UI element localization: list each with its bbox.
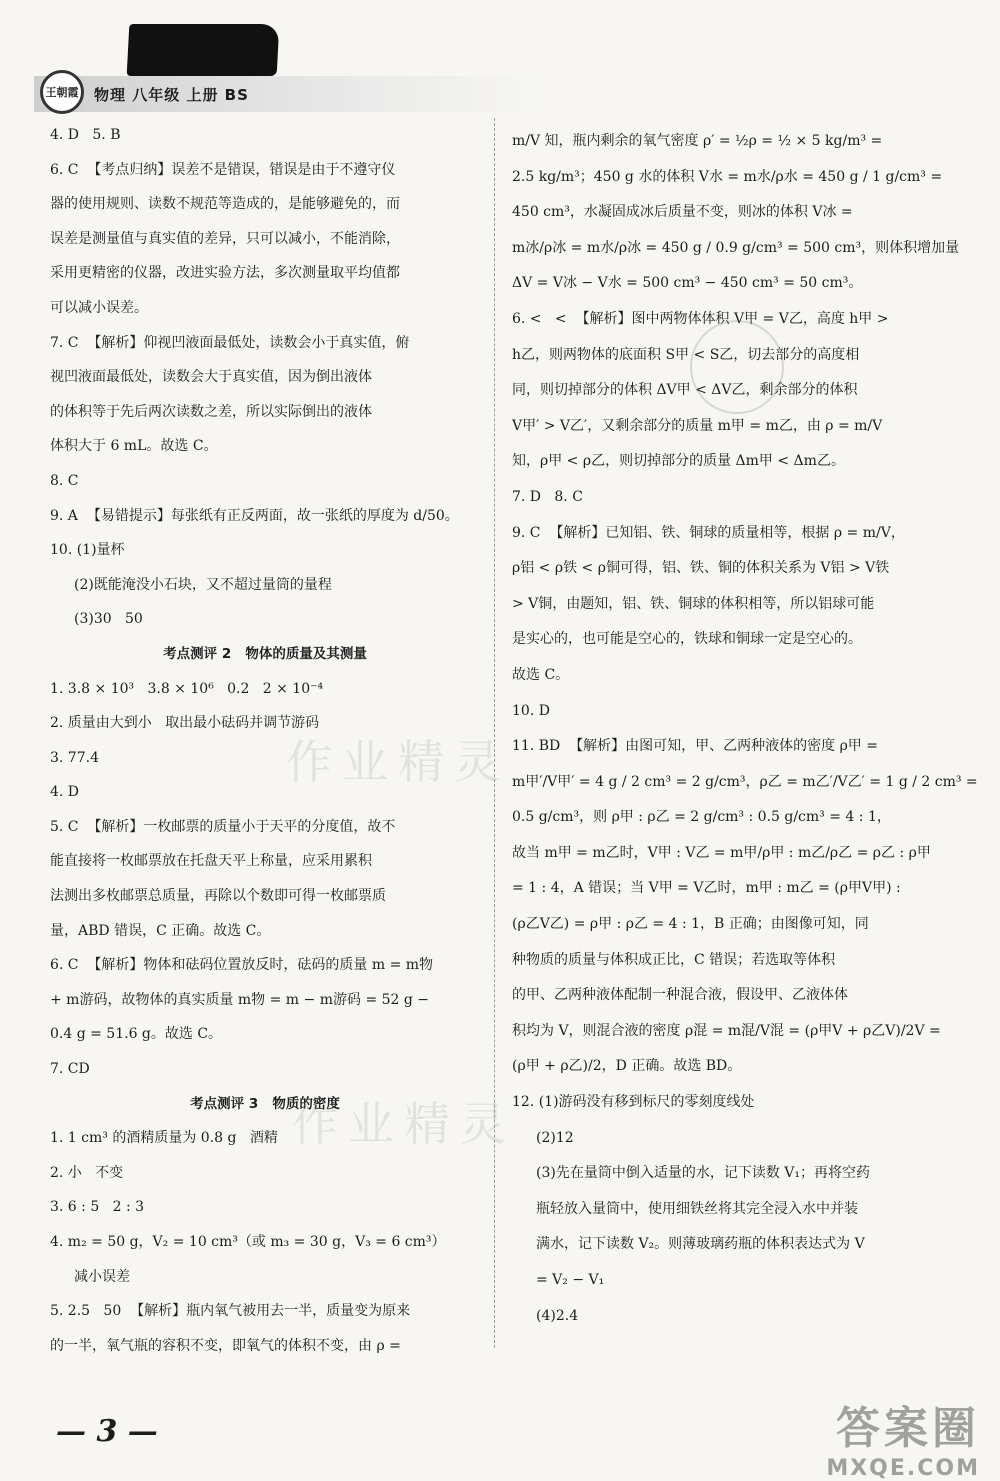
answer-line: m/V 知，瓶内剩余的氧气密度 ρ′ = ½ρ = ½ × 5 kg/m³ =	[512, 133, 883, 149]
answer-line: (3)先在量筒中倒入适量的水，记下读数 V₁；再将空药	[536, 1165, 871, 1182]
section-title: 考点测评 3 物质的密度	[190, 1095, 340, 1112]
answer-line: V甲′ > V乙′，又剩余部分的质量 m甲 = m乙，由 ρ = m/V	[512, 417, 883, 434]
answer-line: 满水，记下读数 V₂。则薄玻璃药瓶的体积表达式为 V	[536, 1236, 865, 1253]
answer-line: ΔV = V冰 − V水 = 500 cm³ − 450 cm³ = 50 cm³。	[512, 275, 863, 292]
answer-line: 5. 2.5 50 【解析】瓶内氧气被用去一半，质量变为原来	[50, 1303, 411, 1320]
watermark: 作业精灵	[286, 735, 510, 789]
answer-line: 的一半，氧气瓶的容积不变，即氧气的体积不变，由 ρ =	[50, 1337, 401, 1354]
answer-line: 减小误差	[74, 1268, 130, 1285]
answer-line: 7. D 8. C	[512, 488, 583, 505]
answer-line: 10. (1)量杯	[50, 542, 125, 559]
answer-line: 3. 6 : 5 2 : 3	[50, 1199, 145, 1216]
answer-line: 4. D	[50, 784, 80, 801]
answer-line: 6. C 【考点归纳】误差不是错误，错误是由于不遵守仪	[50, 161, 396, 178]
answer-line: (3)30 50	[74, 611, 143, 628]
answer-line: h乙，则两物体的底面积 S甲 < S乙，切去部分的高度相	[512, 346, 860, 363]
answer-line: 6. C 【解析】物体和砝码位置放反时，砝码的质量 m = m物	[50, 957, 434, 974]
answer-line: 6. < < 【解析】图中两物体体积 V甲 = V乙，高度 h甲 >	[512, 310, 889, 327]
answer-line: 2. 质量由大到小 取出最小砝码并调节游码	[50, 715, 320, 732]
answer-line: 0.4 g = 51.6 g。故选 C。	[50, 1026, 223, 1043]
answer-line: 1. 1 cm³ 的酒精质量为 0.8 g 酒精	[50, 1130, 278, 1147]
page-header	[34, 76, 534, 112]
answer-line: 2. 小 不变	[50, 1164, 124, 1181]
answer-line: 8. C	[50, 472, 79, 489]
answer-line: (ρ乙V乙) = ρ甲 : ρ乙 = 4 : 1，B 正确；由图像可知，同	[512, 916, 869, 933]
answer-line: 0.5 g/cm³，则 ρ甲 : ρ乙 = 2 g/cm³ : 0.5 g/cm³ = 4 : 1，	[512, 809, 891, 826]
answer-line: 是实心的，也可能是空心的，铁球和铜球一定是空心的。	[512, 631, 862, 648]
answer-line: 可以减小误差。	[50, 299, 148, 316]
answer-line: 法测出多枚邮票总质量，再除以个数即可得一枚邮票质	[50, 888, 386, 905]
answer-line: 误差是测量值与真实值的差异，只可以减小，不能消除，	[50, 230, 400, 247]
site-url: MXQE.COM	[826, 1456, 980, 1481]
page-number: — 3 —	[56, 1414, 158, 1449]
answer-line: 瓶轻放入量筒中，使用细铁丝将其完全浸入水中并装	[536, 1200, 858, 1217]
answer-line: 3. 77.4	[50, 749, 99, 766]
section-title: 考点测评 2 物体的质量及其测量	[163, 645, 367, 662]
redaction-block	[127, 24, 280, 76]
answer-line: + m游码，故物体的真实质量 m物 = m − m游码 = 52 g −	[50, 991, 430, 1008]
answer-line: (2)12	[536, 1129, 574, 1146]
answer-line: m甲′/V甲′ = 4 g / 2 cm³ = 2 g/cm³，ρ乙 = m乙′/V乙′ = 1 g / 2 cm³ =	[512, 773, 978, 790]
answer-line: = 1 : 4，A 错误；当 V甲 = V乙时，m甲 : m乙 = (ρ甲V甲) :	[512, 880, 901, 897]
answer-line: 故选 C。	[512, 666, 570, 683]
answer-line: 11. BD 【解析】由图可知，甲、乙两种液体的密度 ρ甲 =	[512, 738, 878, 755]
answer-line: (ρ甲 + ρ乙)/2，D 正确。故选 BD。	[512, 1058, 742, 1075]
right-column	[512, 124, 978, 1334]
answer-line: = V₂ − V₁	[536, 1272, 605, 1288]
answer-line: > V铜，由题知，铝、铁、铜球的体积相等，所以铝球可能	[512, 595, 875, 612]
answer-line: 故当 m甲 = m乙时，V甲 : V乙 = m甲/ρ甲 : m乙/ρ乙 = ρ乙 : ρ甲	[512, 844, 931, 861]
answer-line: 9. C 【解析】已知铝、铁、铜球的质量相等，根据 ρ = m/V，	[512, 524, 905, 541]
answer-line: 4. D 5. B	[50, 127, 121, 143]
answer-line: 器的使用规则、读数不规范等造成的，是能够避免的，而	[50, 196, 400, 213]
answer-line: 积均为 V，则混合液的密度 ρ混 = m混/V混 = (ρ甲V + ρ乙V)/2V =	[512, 1022, 941, 1039]
answer-line: 2.5 kg/m³；450 g 水的体积 V水 = m水/ρ水 = 450 g / 1 g/cm³ =	[512, 168, 943, 185]
answer-line: 7. C 【解析】仰视凹液面最低处，读数会小于真实值，俯	[50, 334, 410, 351]
answer-line: 450 cm³，水凝固成冰后质量不变，则冰的体积 V冰 =	[512, 204, 853, 221]
answer-line: 的体积等于先后两次读数之差，所以实际倒出的液体	[50, 403, 372, 420]
answer-line: 种物质的质量与体积成正比，C 错误；若选取等体积	[512, 951, 836, 968]
answer-line: 12. (1)游码没有移到标尺的零刻度线处	[512, 1094, 755, 1111]
answer-line: 视凹液面最低处，读数会大于真实值，因为倒出液体	[50, 369, 372, 386]
answer-line: 4. m₂ = 50 g，V₂ = 10 cm³（或 m₃ = 30 g，V₃ = 6 cm³）	[50, 1234, 446, 1250]
answer-line: ρ铝 < ρ铁 < ρ铜可得，铝、铁、铜的体积关系为 V铝 > V铁	[512, 560, 890, 577]
answer-line: 同，则切掉部分的体积 ΔV甲 < ΔV乙，剩余部分的体积	[512, 382, 858, 399]
answer-line: m冰/ρ冰 = m水/ρ冰 = 450 g / 0.9 g/cm³ = 500 cm³，则体积增加量	[512, 239, 960, 256]
answer-line: 7. CD	[50, 1061, 90, 1078]
answer-line: 知，ρ甲 < ρ乙，则切掉部分的质量 Δm甲 < Δm乙。	[512, 453, 845, 470]
answer-line: 能直接将一枚邮票放在托盘天平上称量，应采用累积	[50, 853, 372, 870]
watermark: 作业精灵	[292, 1097, 516, 1151]
answer-line: 量，ABD 错误，C 正确。故选 C。	[50, 922, 271, 939]
stamp-mark	[690, 320, 784, 414]
site-watermark	[826, 1392, 980, 1481]
publisher-logo: 王朝霞	[40, 70, 84, 114]
answer-line: 体积大于 6 mL。故选 C。	[50, 438, 218, 455]
header-title: 物理 八年级 上册 BS	[94, 85, 249, 104]
answer-line: 的甲、乙两种液体配制一种混合液，假设甲、乙液体体	[512, 987, 848, 1004]
answer-line: 10. D	[512, 702, 550, 719]
answer-line: 采用更精密的仪器，改进实验方法，多次测量取平均值都	[50, 265, 400, 282]
answer-line: (4)2.4	[536, 1307, 579, 1324]
answer-line: 5. C 【解析】一枚邮票的质量小于天平的分度值，故不	[50, 818, 396, 835]
answer-line: 1. 3.8 × 10³ 3.8 × 10⁶ 0.2 2 × 10⁻⁴	[50, 680, 324, 697]
answer-line: 9. A 【易错提示】每张纸有正反两面，故一张纸的厚度为 d/50。	[50, 507, 459, 524]
site-brand: 答案圈	[836, 1403, 980, 1454]
answer-line: (2)既能淹没小石块，又不超过量筒的量程	[74, 576, 332, 593]
